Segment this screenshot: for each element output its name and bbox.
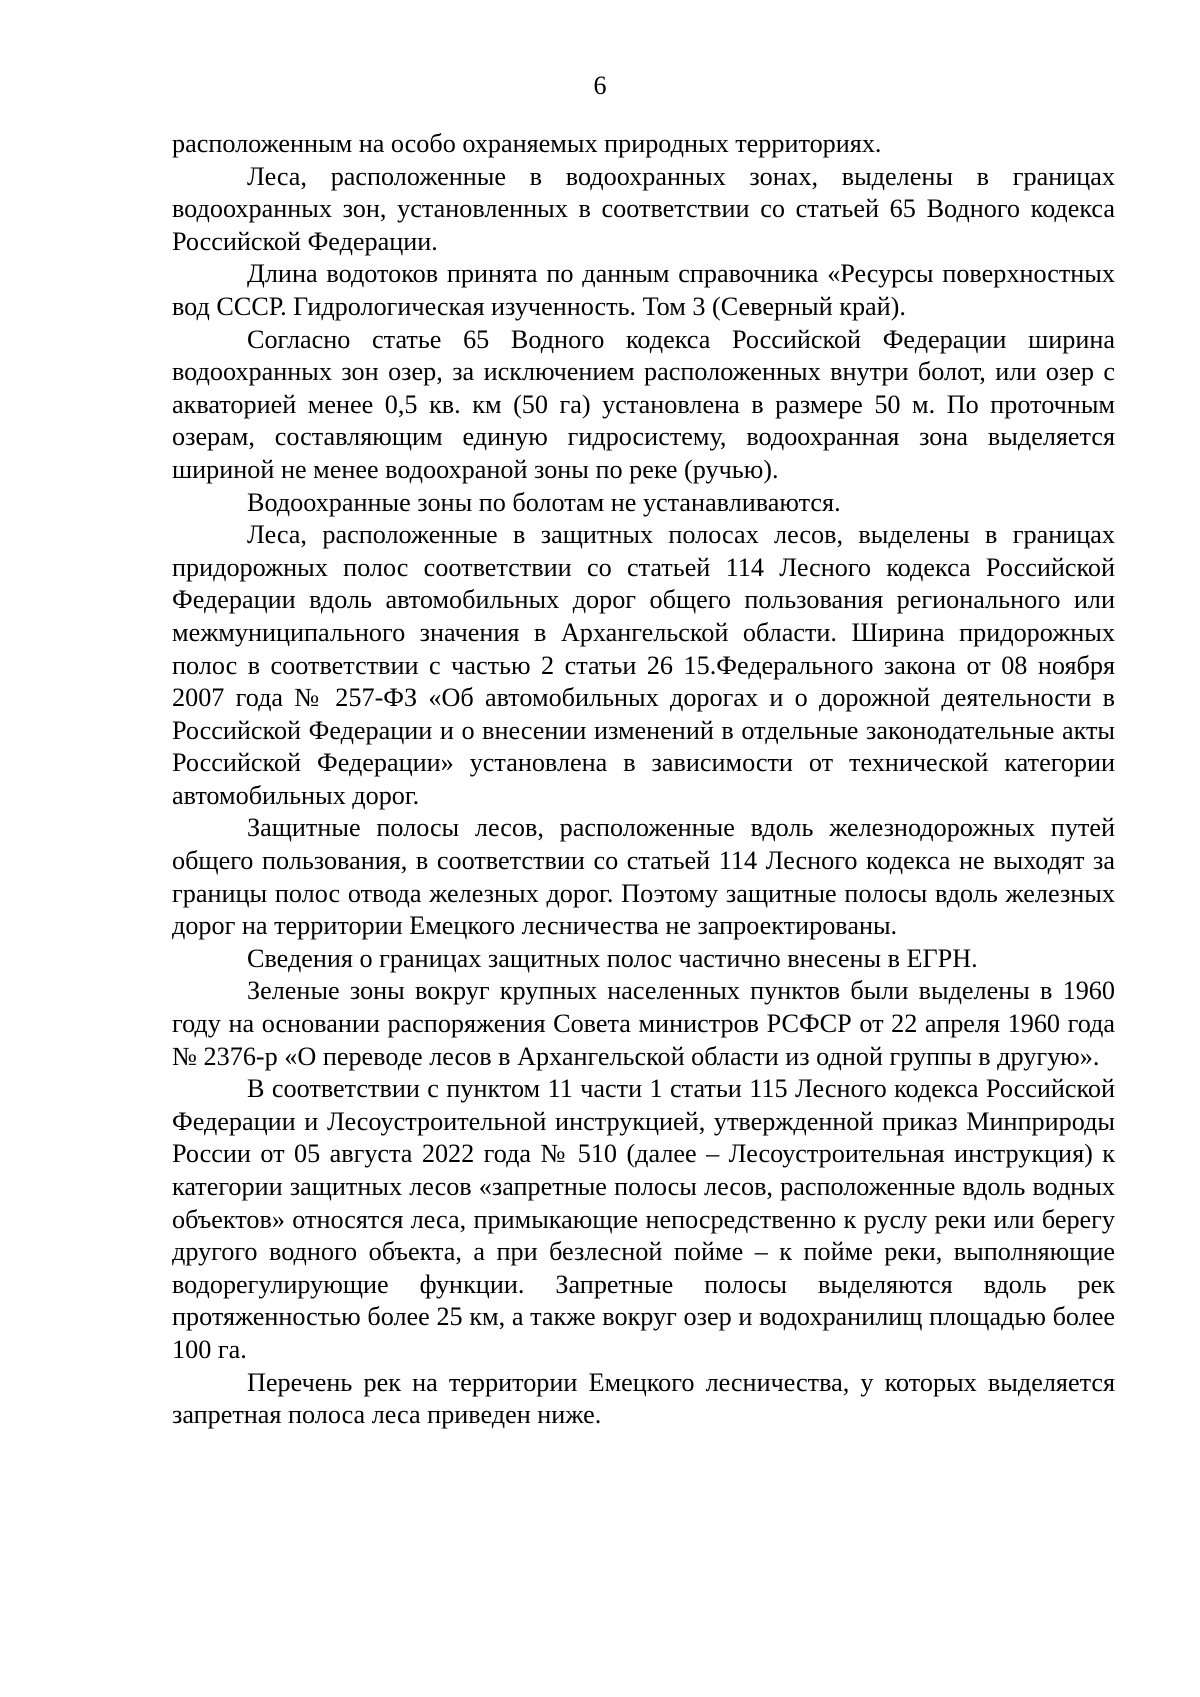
paragraph-prohibited-strips: В соответствии с пунктом 11 части 1 статьи 115 Лесного кодекса Российской Федерации и Лесоустроительной инструкцией, утвержденной приказ Минприроды России от 05 августа 2022 года № 510 (далее – Лесоустроительная инструкция) к категории защитных лесов «запретные полосы лесов, расположенные вдоль водных объектов» относятся леса, примыкающие непосредственно к руслу реки или берегу другого водного объекта, а при безлесной пойме – к пойме реки, выполняющие водорегулирующие функции. Запретные полосы выделяются вдоль рек протяженностью более 25 км, а также вокруг озер и водохранилищ площадью более 100 га. [172,1074,1115,1364]
paragraph-roadside-strips: Леса, расположенные в защитных полосах лесов, выделены в границах придорожных полос соответствии со статьей 114 Лесного кодекса Российской Федерации вдоль автомобильных дорог общего пользования регионального или межмуниципального значения в Архангельской области. Ширина придорожных полос в соответствии с частью 2 статьи 26 15.Федерального закона от 08 ноября 2007 года № 257-ФЗ «Об автомобильных дорогах и о дорожной деятельности в Российской Федерации и о внесении изменений в отдельные законодательные акты Российской Федерации» установлена в зависимости от технической категории автомобильных дорог. [172,520,1115,810]
paragraph-green-zones: Зеленые зоны вокруг крупных населенных пунктов были выделены в 1960 году на основании распоряжения Совета министров РСФСР от 22 апреля 1960 года № 2376-р «О переводе лесов в Архангельской области из одной группы в другую». [172,976,1115,1071]
paragraph-water-protection-zones: Леса, расположенные в водоохранных зонах, выделены в границах водоохранных зон, установленных в соответствии со статьей 65 Водного кодекса Российской Федерации. [172,161,1115,256]
paragraph-river-list-intro: Перечень рек на территории Емецкого лесничества, у которых выделяется запретная полоса леса приведен ниже. [172,1367,1115,1430]
paragraph-egrn: Сведения о границах защитных полос частично внесены в ЕГРН. [247,943,978,973]
paragraph-continuation: расположенным на особо охраняемых природных территориях. [172,129,882,158]
paragraph-railway-strips: Защитные полосы лесов, расположенные вдоль железнодорожных путей общего пользования, в соответствии со статьей 114 Лесного кодекса не выходят за границы полос отвода железных дорог. Поэтому защитные полосы вдоль железных дорог на территории Емецкого лесничества не запроектированы. [172,813,1115,941]
paragraph-swamps: Водоохранные зоны по болотам не устанавливаются. [247,487,841,517]
paragraph-watercourse-length: Длина водотоков принята по данным справочника «Ресурсы поверхностных вод СССР. Гидрологическая изученность. Том 3 (Северный край). [172,259,1115,321]
page-number: 6 [593,71,607,100]
paragraph-lake-zone-width: Согласно статье 65 Водного кодекса Российской Федерации ширина водоохранных зон озер, за исключением расположенных внутри болот, или озер с акваторией менее 0,5 кв. км (50 га) установлена в размере 50 м. По проточным озерам, составляющим единую гидросистему, водоохранная зона выделяется шириной не менее водоохраной зоны по реке (ручью). [172,324,1115,484]
document-body [172,128,1115,1432]
